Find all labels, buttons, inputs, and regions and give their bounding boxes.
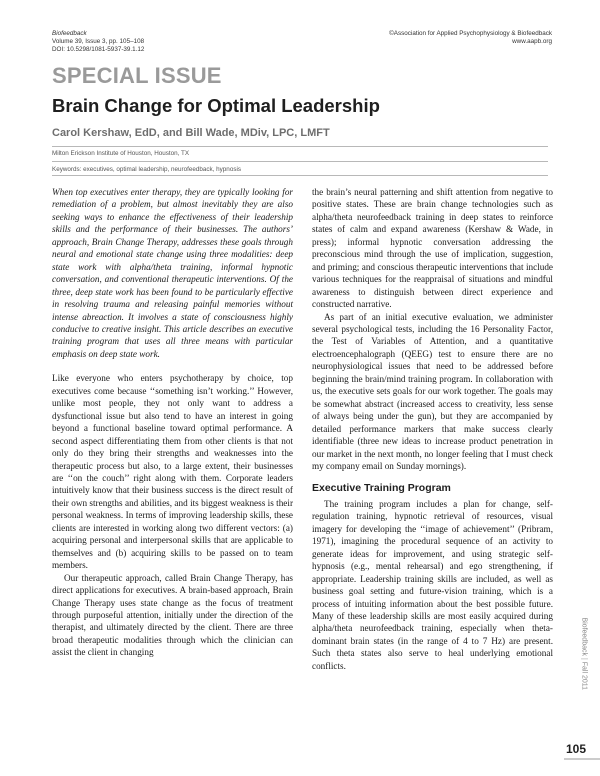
publisher-header (389, 30, 552, 46)
side-separator: | (581, 657, 588, 660)
journal-name: Biofeedback (52, 30, 87, 37)
journal-url[interactable]: www.aapb.org (512, 38, 552, 46)
divider (52, 146, 548, 147)
special-issue-label: SPECIAL ISSUE (52, 63, 222, 88)
divider (52, 161, 548, 162)
journal-header (52, 30, 144, 55)
authors: Carol Kershaw, EdD, and Bill Wade, MDiv, LPC, LMFT (52, 127, 330, 139)
left-column (52, 186, 293, 659)
side-issue: Fall 2011 (581, 661, 588, 690)
body-paragraph: Like everyone who enters psychotherapy by choice, top executives come because ‘‘something isn’t working.’’ However, unlike most people, they not only want to address a dysfunctional issue but also tend to have an interest in going beyond a functional baseline toward optimal performance. A second aspect differentiating them from other clients is that not only do they bring their strengths and weaknesses into the therapeutic process but also, to a large extent, their businesses are ‘‘on the couch’’ right along with them. Corporate leaders intuitively know that their business success is the direct result of their own strengths and abilities, and its biggest weakness is their personal weakness. In terms of improving leadership skills, these clients are interested in working along two different vectors: (a) acquiring personal and interpersonal skills that are applicable to themselves and (b) acquiring skills to be passed on to team members. (52, 373, 293, 571)
divider (52, 175, 548, 176)
section-heading: Executive Training Program (312, 482, 451, 495)
abstract: When top executives enter therapy, they are typically looking for remediation of a problem, but almost inevitably they are also seeking ways to enhance the effectiveness of their leadership skills and the performance of their businesses. The authors’ approach, Brain Change Therapy, addresses these goals through neural and emotional state change using three modalities: deep state work with alpha/theta training, informal hypnotic conversation, and conventional therapeutic interventions. Of the three, deep state work has been found to be particularly effective in resolving trauma and releasing painful memories without intense abreaction. It involves a state of consciousness highly conducive to creative insight. This article describes an executive training program that uses all three means with particular emphasis on deep state work. (52, 187, 293, 359)
body-paragraph: the brain’s neural patterning and shift attention from negative to positive states. These are brain change technologies such as alpha/theta neurofeedback training in deep states to reinforce states of calm and expand awareness (Kershaw & Wade, in press); informal hypnotic conversation addressing the preconscious mind through the use of implication, suggestion, and priming; and conscious therapeutic interventions that include various techniques for the reappraisal of situations and mindful awareness to distinguish between direct experience and constructed narrative. (312, 187, 553, 310)
body-paragraph: The training program includes a plan for change, self-regulation training, hypnotic retrieval of resources, visual imagery for developing the ‘‘image of achievement’’ (Pribram, 1971), imagining the procedural sequence of an activity to generate ideas for improvement, and using strategic self-hypnosis (e.g., mental rehearsal) and ego strengthening, if appropriate. Leadership training skills are included, as well as business goal setting and future-vision training, which is a process of intuiting information about the best possible future. Many of these leadership skills are most easily acquired during alpha/theta neurofeedback training, especially when theta-dominant brain states (in the range of 4 to 7 Hz) are present. Such theta states also serve to heal underlying emotional conflicts. (312, 498, 553, 671)
page-number: 105 (565, 742, 586, 756)
doi: DOI: 10.5298/1081-5937-39.1.12 (52, 46, 145, 54)
body-paragraph: As part of an initial executive evaluation, we administer several psychological tests, including the 16 Personality Factor, the Test of Variables of Attention, and a quantitative electroencephalograph (QEEG) test to ensure there are no neurophysiological issues that need to be addressed before beginning the brain/mind training program. In collaboration with us, the executive sets goals for our work together. The goals may be somewhat abstract (increased access to creativity, less sense of always being under the gun), but they are accompanied by detailed performance markers that make success clearly identifiable (three new ideas to increase product penetration in our market in the next month, no longer feeling that I must check my company email on Sunday mornings). (312, 311, 553, 471)
article-title: Brain Change for Optimal Leadership (52, 95, 380, 116)
side-journal: Biofeedback (581, 617, 588, 656)
copyright: ©Association for Applied Psychophysiology & Biofeedback (389, 30, 552, 37)
keywords: Keywords: executives, optimal leadership, neurofeedback, hypnosis (52, 166, 242, 173)
side-running-label (581, 617, 588, 690)
body-paragraph: Our therapeutic approach, called Brain Change Therapy, has direct applications for executives. A brain-based approach, Brain Change Therapy uses state change as the focus of treatment through purposeful attention, initially under the direction of the therapist, and ultimately directed by the client. There are three broad therapeutic modalities through which the clinician can assist the client in changing (52, 572, 293, 658)
volume-line: Volume 39, Issue 3, pp. 105–108 (52, 38, 145, 46)
affiliation: Milton Erickson Institute of Houston, Houston, TX (52, 150, 190, 157)
page-marker-bar (564, 758, 600, 760)
right-column (312, 186, 553, 672)
